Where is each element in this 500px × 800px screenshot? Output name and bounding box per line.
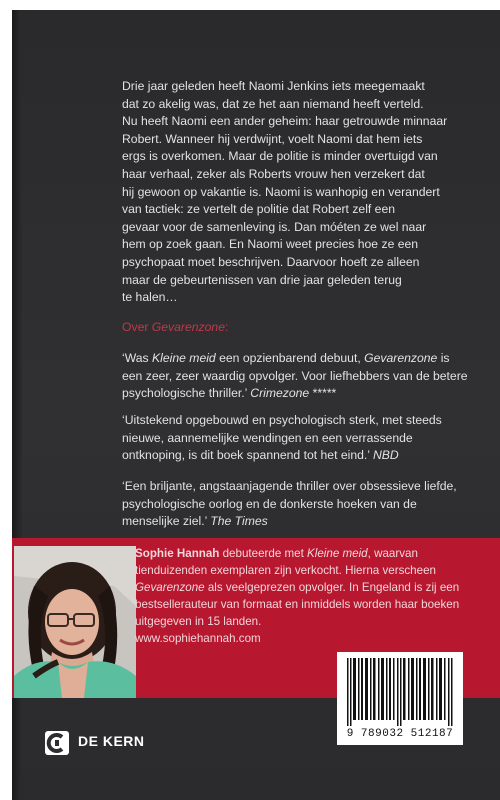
synopsis-line: Drie jaar geleden heeft Naomi Jenkins iets meegemaakt [122,79,425,93]
quote-text: is een zeer, zeer waardig opvolger. Voor liefhebbers van de betere psychologische thriller.’ [122,351,468,401]
synopsis-line: hem op zoek gaan. En Naomi weet precies hoe ze een [122,237,419,252]
quote-rating: ***** [309,386,337,401]
reviews-heading-prefix: Over [122,320,152,334]
quote-text: ‘Uitstekend opgebouwd en psychologisch sterk, met steeds nieuwe, aannemelijke wendingen en een verrassende ontknoping, is dit boek spannend tot het eind.’ [122,413,442,463]
review-quote-times [122,478,472,531]
synopsis-line: hij gewoon op vakantie is. Naomi is wanhopig en verandert [122,184,440,199]
isbn-barcode [337,652,463,745]
synopsis-line: Robert. Wanneer hij verdwijnt, voelt Naomi dat hem iets [122,131,423,146]
author-bio-text: , waarvan tienduizenden exemplaren zijn verkocht. Hierna verscheen [135,547,436,577]
quote-book-title: Gevarenzone [364,351,438,365]
author-book-title: Gevarenzone [135,581,205,594]
barcode-bars [345,658,455,726]
synopsis-line: haar verhaal, zeker als Roberts vrouw hen verzekert dat [122,166,425,181]
quote-text: ‘Was [122,351,153,365]
synopsis-line: te halen… [122,290,178,305]
synopsis-line: gevaar voor de samenleving is. Dan móéten ze wel naar [122,219,427,234]
author-book-title: Kleine meid [307,547,368,560]
synopsis-line: van tactiek: ze vertelt de politie dat Robert zelf een [122,202,396,217]
quote-source: The Times [210,514,268,529]
synopsis-text [122,78,468,307]
quote-text: ‘Een briljante, angstaanjagende thriller over obsessieve liefde, psychologische oorlog en de donkerste hoeken van de menselijke ziel.’ [122,479,457,529]
synopsis-line: psychopaat moet beschrijven. Daarvoor hoeft ze alleen [122,254,420,269]
synopsis-line: maar de gebeurtenissen van drie jaar geleden terug [122,272,402,287]
author-bio [135,545,485,647]
author-name: Sophie Hannah [135,547,220,560]
publisher-logo-icon [45,731,69,755]
author-bio-text: debuteerde met [219,547,308,560]
quote-source: Crimezone [250,386,310,401]
author-website[interactable]: www.sophiehannah.com [135,632,261,645]
quote-source: NBD [372,448,399,463]
publisher-name: DE KERN [78,733,145,749]
reviews-heading-suffix: : [224,320,229,334]
review-quote-nbd [122,412,472,465]
reviews-heading [122,320,228,334]
synopsis-line: dat zo akelig was, dat ze het aan niemand heeft verteld. [122,96,424,111]
author-photo [14,546,136,698]
synopsis-line: Nu heeft Naomi een ander geheim: haar getrouwde minnaar [122,114,448,129]
synopsis-line: ergs is overkomen. Maar de politie is minder overtuigd van [122,149,438,164]
reviews-heading-title: Gevarenzone [151,320,225,334]
author-bio-text: als veelgeprezen opvolger. In Engeland is zij een bestsellerauteur van formaat en inmiddels worden haar boeken uitgegeven in 15 landen. [135,581,460,628]
review-quote-crimezone [122,350,472,403]
quote-text: een opzienbarend debuut, [215,351,365,365]
quote-book-title: Kleine meid [152,351,216,365]
isbn-number: 9 789032 512187 [346,728,454,740]
